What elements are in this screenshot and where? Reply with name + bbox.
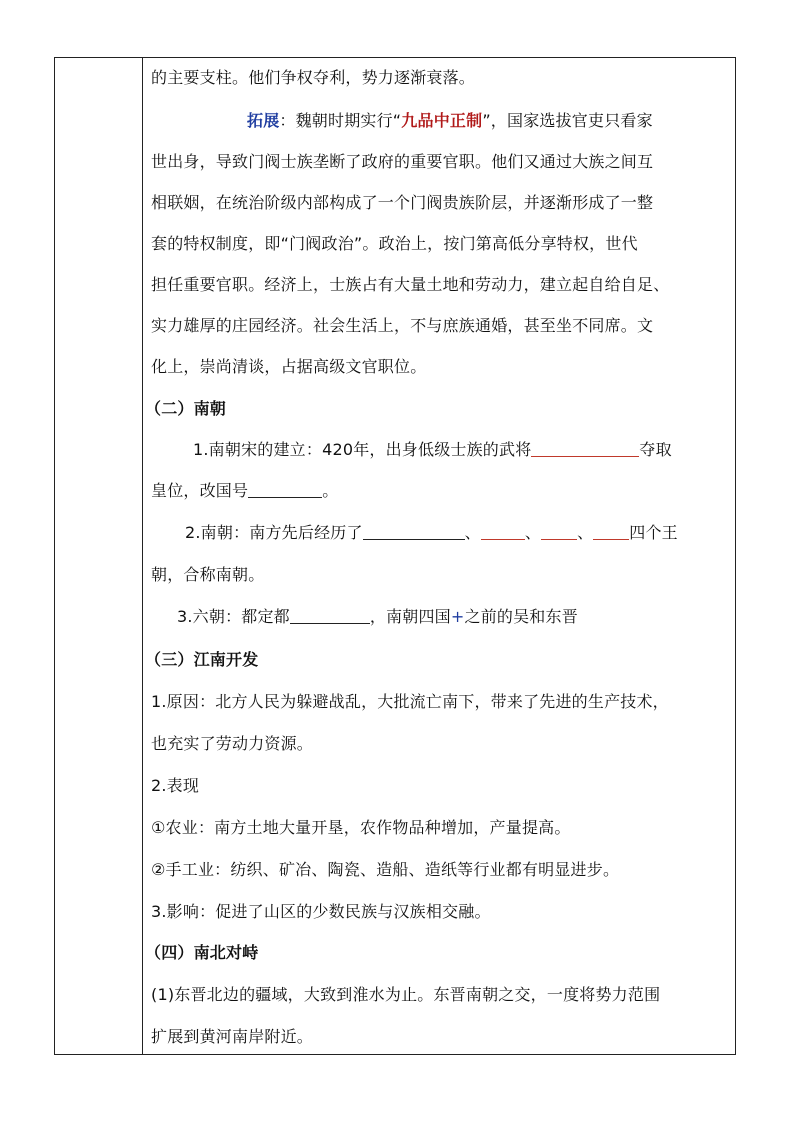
left-column-cell [55, 58, 143, 1054]
text-line: 也充实了劳动力资源。 [151, 734, 314, 753]
key-term: 九品中正制 [401, 111, 483, 130]
text-line: 的主要支柱。他们争权夺利，势力逐渐衰落。 [151, 68, 476, 87]
section-heading: （四）南北对峙 [145, 943, 259, 962]
fill-blank[interactable] [363, 523, 465, 540]
plus-sign: + [450, 607, 465, 626]
text-line: 化上，崇尚清谈，占据高级文官职位。 [151, 357, 427, 376]
fill-blank[interactable] [248, 481, 322, 498]
fill-blank[interactable] [481, 523, 525, 540]
fill-line: 1.南朝宋的建立：420年，出身低级士族的武将 夺取 [193, 440, 672, 459]
fill-blank[interactable] [541, 523, 577, 540]
text-line: 担任重要官职。经济上，士族占有大量土地和劳动力，建立起自给自足、 [151, 275, 670, 294]
section-heading: （二）南朝 [145, 399, 227, 418]
section-heading: （三）江南开发 [145, 650, 259, 669]
text-line: ①农业：南方土地大量开垦，农作物品种增加，产量提高。 [151, 818, 571, 837]
fill-blank[interactable] [290, 607, 370, 624]
fill-line: 皇位，改国号 。 [151, 481, 339, 500]
content-cell [143, 58, 735, 1054]
text-line: ②手工业：纺织、矿冶、陶瓷、造船、造纸等行业都有明显进步。 [151, 860, 620, 879]
extension-line: 拓展：魏朝时期实行“九品中正制”，国家选拔官吏只看家 [247, 111, 653, 130]
extension-label: 拓展 [247, 111, 280, 130]
text-line: 扩展到黄河南岸附近。 [151, 1027, 314, 1046]
text-line: 世出身，导致门阀士族垄断了政府的重要官职。他们又通过大族之间互 [151, 152, 654, 171]
text-line: 1.原因：北方人民为躲避战乱，大批流亡南下，带来了先进的生产技术， [151, 692, 669, 711]
text-line: 相联姻，在统治阶级内部构成了一个门阀贵族阶层，并逐渐形成了一整 [151, 193, 654, 212]
text-line: 3.影响：促进了山区的少数民族与汉族相交融。 [151, 902, 491, 921]
fill-line: 3.六朝：都定都 ，南朝四国+之前的吴和东晋 [177, 607, 578, 626]
text-line: (1)东晋北边的疆域，大致到淮水为止。东晋南朝之交，一度将势力范围 [151, 985, 661, 1004]
fill-blank[interactable] [593, 523, 629, 540]
fill-blank[interactable] [531, 440, 639, 457]
fill-line: 2.南朝：南方先后经历了 、 、 、 四个王 [185, 523, 678, 542]
text-line: 朝，合称南朝。 [151, 565, 265, 584]
text-line: 2.表现 [151, 776, 200, 795]
text-line: 实力雄厚的庄园经济。社会生活上，不与庶族通婚，甚至坐不同席。文 [151, 316, 654, 335]
text-line: 套的特权制度，即“门阀政治”。政治上，按门第高低分享特权，世代 [151, 234, 638, 253]
table-frame [54, 57, 736, 1055]
